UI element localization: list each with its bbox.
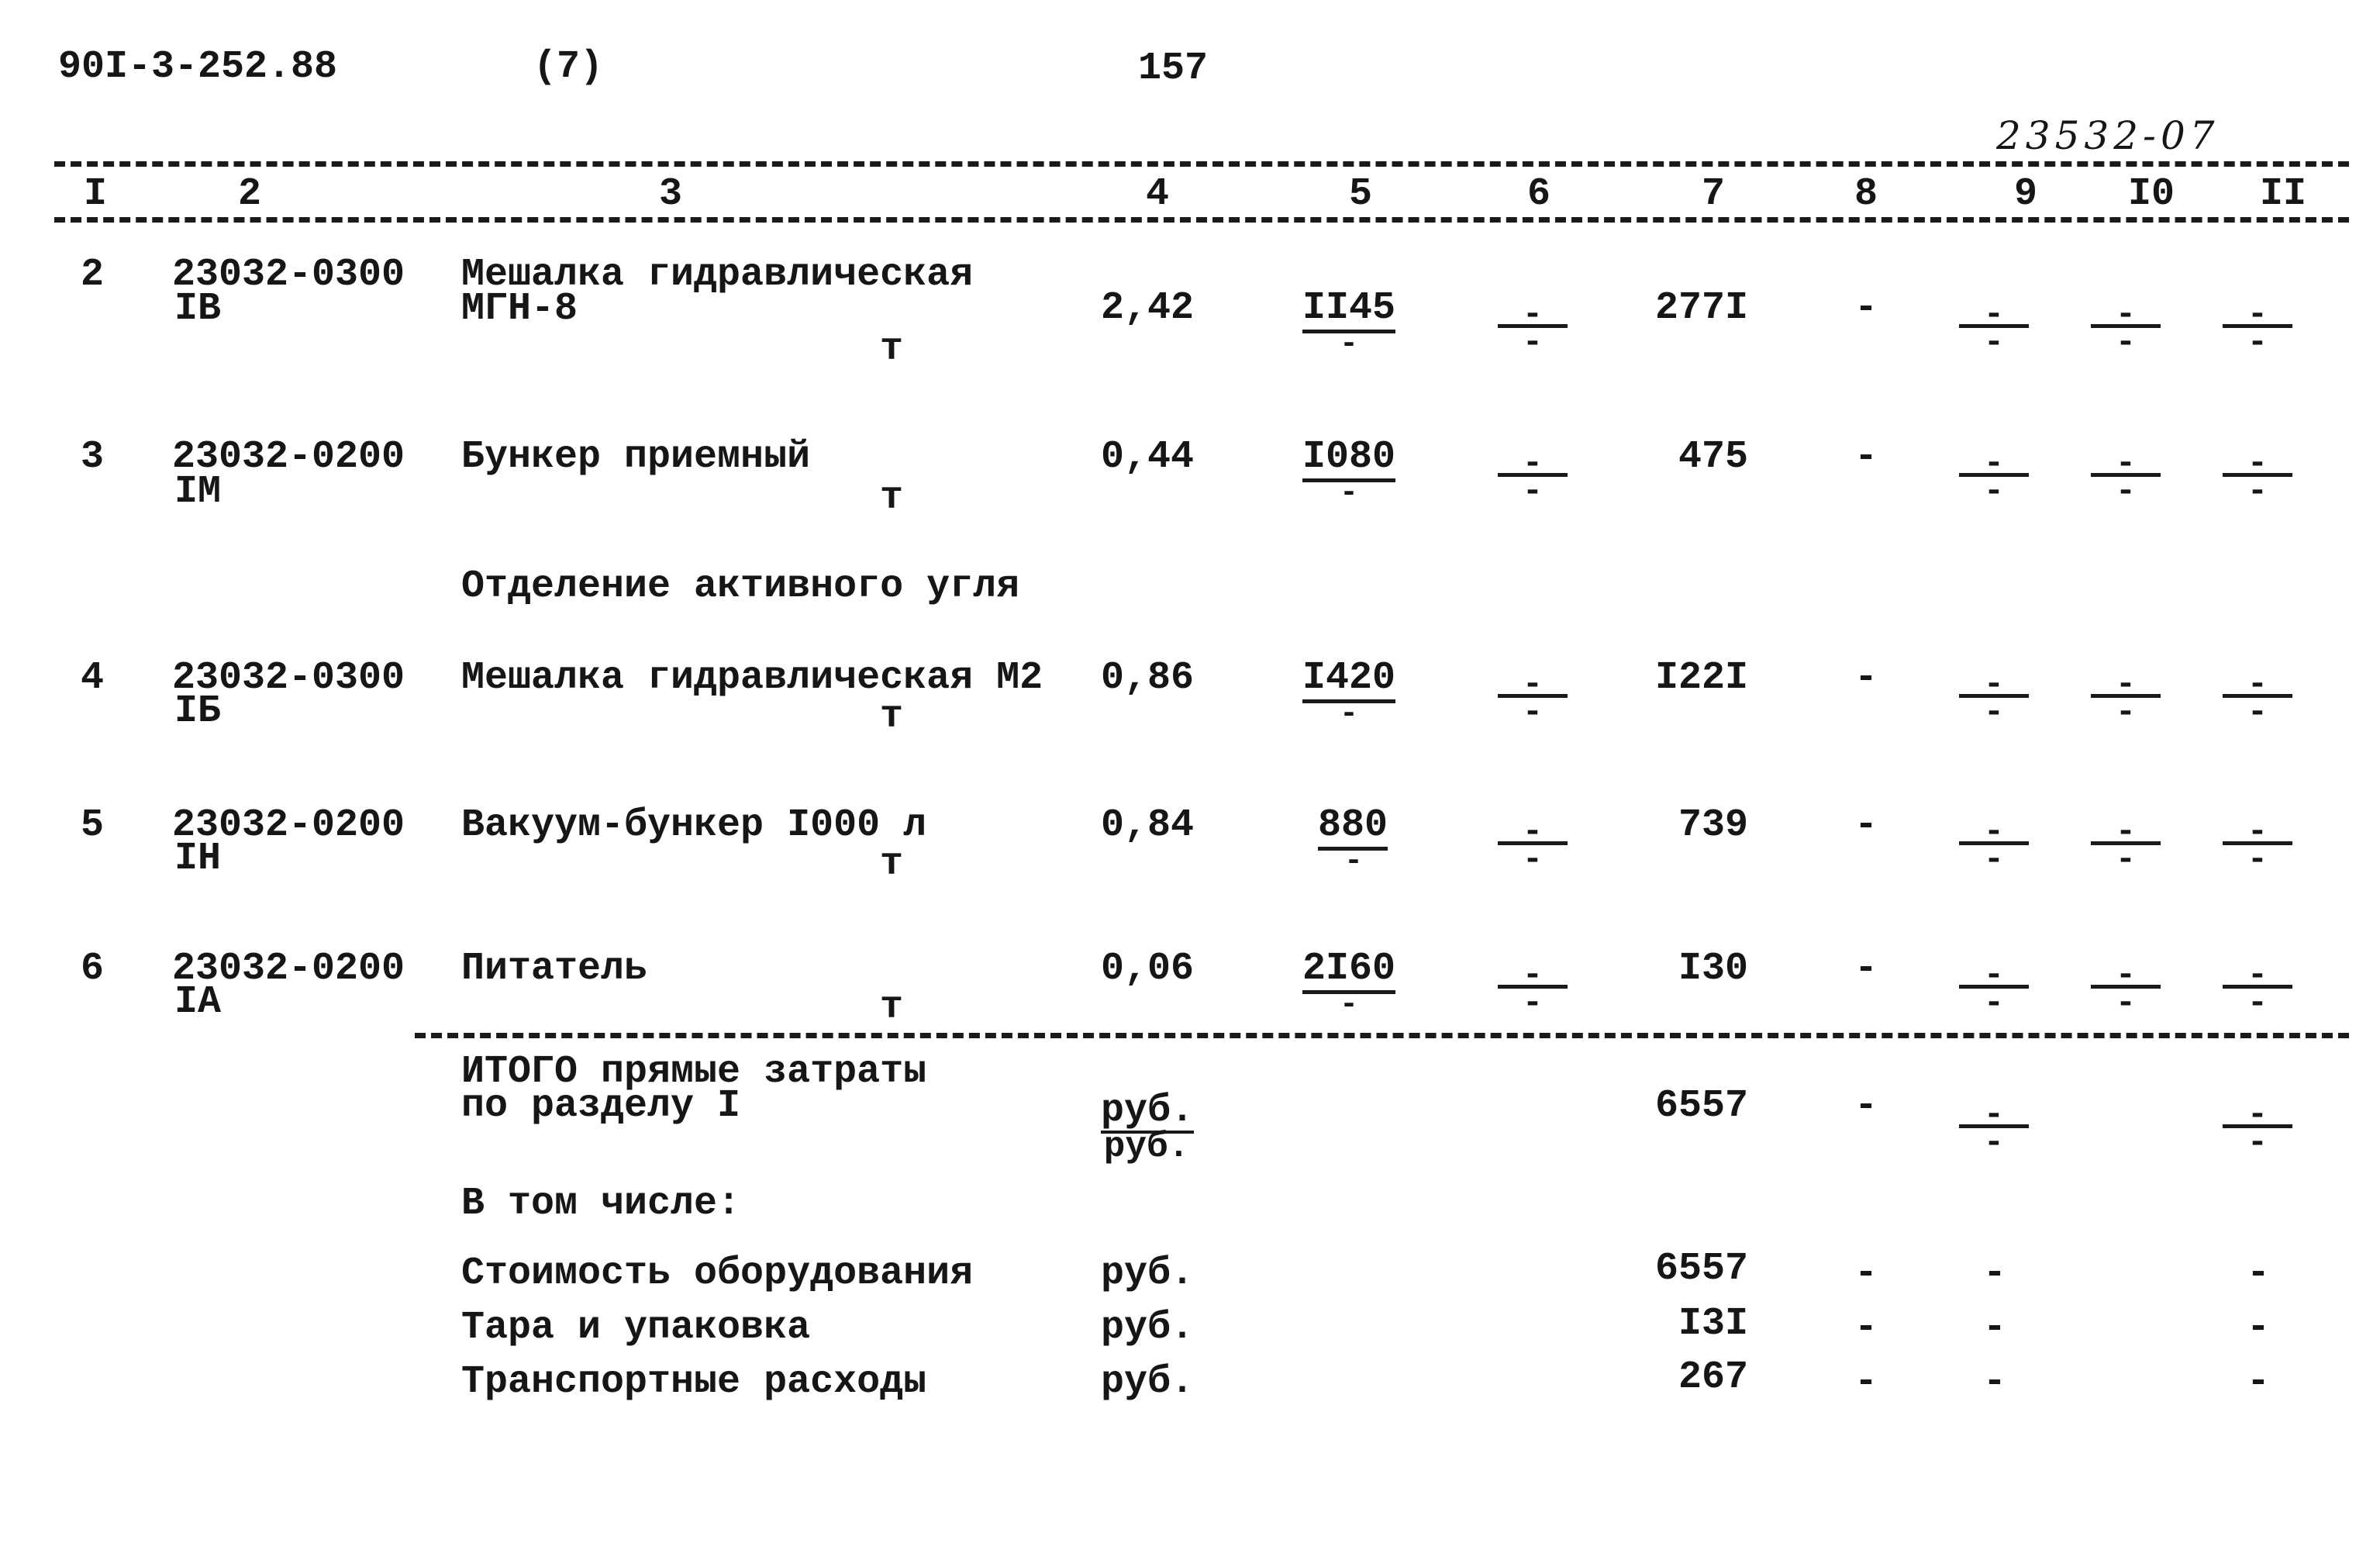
column-5-value: 880 (1318, 806, 1388, 851)
column-7-value: 277I (1655, 286, 1749, 330)
breakdown-column-8-value: - (1854, 1251, 1878, 1296)
row-number: 5 (81, 803, 105, 848)
total-unit-bottom: руб. (1103, 1127, 1190, 1167)
item-code-suffix: IА (174, 980, 222, 1024)
column-header: I0 (2128, 172, 2175, 216)
item-name: МГН-8 (461, 287, 578, 331)
column-4-value: 0,84 (1101, 803, 1195, 848)
column-8-value: - (1854, 435, 1878, 479)
breakdown-column-7-value: 267 (1678, 1355, 1749, 1400)
column-6-division-sign: - - (1498, 961, 1568, 1019)
item-name: Мешалка гидравлическая (461, 253, 974, 297)
item-code: 23032-0200 (172, 803, 405, 848)
column-10-division-sign: - - (2091, 671, 2161, 728)
column-5-value: I420 (1302, 659, 1395, 703)
including-label: В том числе: (461, 1182, 741, 1226)
column-8-value: - (1854, 947, 1878, 991)
total-unit-top: руб. (1101, 1089, 1195, 1133)
column-5-denominator: - (1339, 988, 1358, 1023)
row-number: 3 (81, 435, 105, 479)
column-7-value: I30 (1678, 947, 1749, 991)
column-10-division-sign: - - (2091, 818, 2161, 875)
item-unit: т (880, 986, 904, 1030)
breakdown-column-9-value: - (1983, 1360, 2007, 1404)
breakdown-column-11-value: - (2247, 1360, 2271, 1404)
item-name: Вакуум-бункер I000 л (461, 803, 927, 848)
item-code-suffix: IB (174, 287, 222, 331)
total-label: по разделу I (461, 1084, 741, 1128)
item-code-suffix: IН (174, 837, 222, 881)
column-9-division-sign: - - (1959, 301, 2029, 358)
breakdown-label: Стоимость оборудования (461, 1251, 974, 1296)
section-title: Отделение активного угля (461, 564, 1020, 609)
column-5-value: 2I60 (1302, 950, 1395, 994)
item-code: 23032-0300 (172, 656, 405, 700)
breakdown-column-8-value: - (1854, 1306, 1878, 1350)
breakdown-column-11-value: - (2247, 1251, 2271, 1296)
breakdown-column-9-value: - (1983, 1306, 2007, 1350)
column-5-value: II45 (1302, 289, 1395, 333)
total-column-8-value: - (1854, 1084, 1878, 1128)
item-name: Мешалка гидравлическая М2 (461, 656, 1043, 700)
column-9-division-sign: - - (1959, 671, 2029, 728)
item-code-suffix: IМ (174, 470, 222, 514)
column-9-division-sign: - - (1959, 961, 2029, 1019)
column-header: 3 (659, 172, 683, 216)
item-name: Питатель (461, 947, 648, 991)
column-4-value: 0,06 (1101, 947, 1195, 991)
item-code: 23032-0200 (172, 435, 405, 479)
column-header: 8 (1854, 172, 1878, 216)
row-number: 2 (81, 253, 105, 297)
breakdown-label: Тара и упаковка (461, 1306, 811, 1350)
column-7-value: 739 (1678, 803, 1749, 848)
column-header: I (84, 172, 108, 216)
column-6-division-sign: - - (1498, 818, 1568, 875)
item-unit: т (880, 842, 904, 886)
column-10-division-sign: - - (2091, 301, 2161, 358)
column-header: 9 (2014, 172, 2038, 216)
total-column-7-value: 6557 (1655, 1084, 1749, 1128)
column-header: 7 (1702, 172, 1726, 216)
column-5-denominator: - (1339, 327, 1358, 362)
breakdown-unit: руб. (1101, 1360, 1195, 1404)
column-6-division-sign: - - (1498, 450, 1568, 507)
column-header-rule (54, 217, 2349, 223)
column-7-value: 475 (1678, 435, 1749, 479)
table-top-rule (54, 161, 2349, 167)
column-4-value: 0,86 (1101, 656, 1195, 700)
breakdown-unit: руб. (1101, 1306, 1195, 1350)
column-8-value: - (1854, 656, 1878, 700)
column-header: 6 (1527, 172, 1551, 216)
total-label: ИТОГО прямые затраты (461, 1050, 927, 1094)
column-11-division-sign: - - (2223, 961, 2292, 1019)
total-column-11-division-sign: - - (2223, 1101, 2292, 1158)
column-6-division-sign: - - (1498, 301, 1568, 358)
column-11-division-sign: - - (2223, 301, 2292, 358)
column-4-value: 2,42 (1101, 286, 1195, 330)
column-11-division-sign: - - (2223, 450, 2292, 507)
handwritten-note: 23532-07 (1996, 113, 2220, 158)
column-5-denominator: - (1339, 476, 1358, 511)
breakdown-column-8-value: - (1854, 1360, 1878, 1404)
column-5-denominator: - (1339, 697, 1358, 732)
item-unit: т (880, 695, 904, 739)
document-code: 90I-3-252.88 (58, 45, 338, 89)
breakdown-column-9-value: - (1983, 1251, 2007, 1296)
item-unit: т (880, 327, 904, 371)
item-code-suffix: IБ (174, 689, 222, 734)
totals-rule (415, 1033, 2349, 1038)
item-unit: т (880, 476, 904, 520)
column-9-division-sign: - - (1959, 818, 2029, 875)
column-8-value: - (1854, 286, 1878, 330)
column-header: II (2260, 172, 2307, 216)
breakdown-column-7-value: 6557 (1655, 1247, 1749, 1291)
row-number: 6 (81, 947, 105, 991)
item-name: Бункер приемный (461, 435, 811, 479)
row-number: 4 (81, 656, 105, 700)
column-header: 5 (1349, 172, 1373, 216)
page-number: 157 (1138, 47, 1209, 91)
total-column-9-division-sign: - - (1959, 1101, 2029, 1158)
breakdown-column-7-value: I3I (1678, 1302, 1749, 1346)
column-9-division-sign: - - (1959, 450, 2029, 507)
column-7-value: I22I (1655, 656, 1749, 700)
column-5-denominator: - (1343, 844, 1363, 879)
column-8-value: - (1854, 803, 1878, 848)
column-10-division-sign: - - (2091, 961, 2161, 1019)
item-code: 23032-0200 (172, 947, 405, 991)
column-11-division-sign: - - (2223, 818, 2292, 875)
column-header: 2 (238, 172, 262, 216)
column-4-value: 0,44 (1101, 435, 1195, 479)
column-11-division-sign: - - (2223, 671, 2292, 728)
document-part: (7) (533, 45, 604, 89)
column-5-value: I080 (1302, 438, 1395, 482)
breakdown-column-11-value: - (2247, 1306, 2271, 1350)
item-code: 23032-0300 (172, 253, 405, 297)
column-10-division-sign: - - (2091, 450, 2161, 507)
breakdown-unit: руб. (1101, 1251, 1195, 1296)
column-6-division-sign: - - (1498, 671, 1568, 728)
breakdown-label: Транспортные расходы (461, 1360, 927, 1404)
column-header: 4 (1146, 172, 1170, 216)
